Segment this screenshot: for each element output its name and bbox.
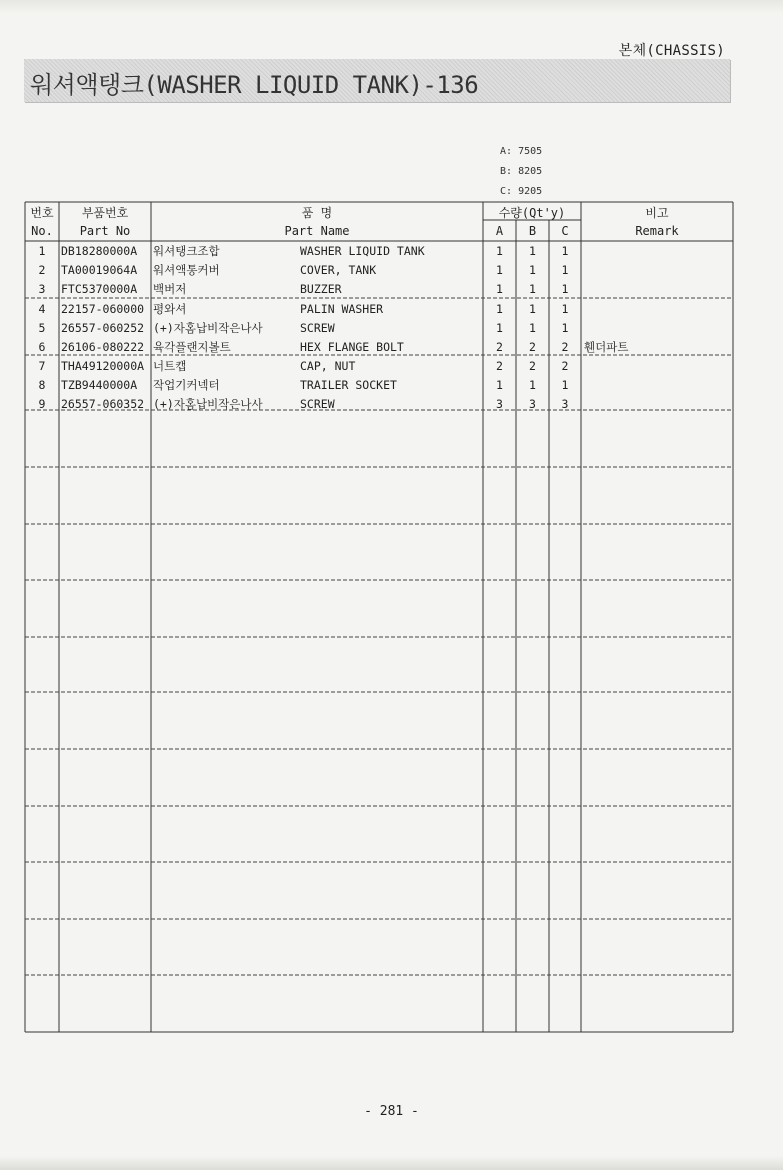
row-4-name-ko: 평와셔 — [153, 302, 187, 316]
row-2-qty-a: 1 — [496, 263, 503, 277]
row-9-name-ko: (+)자홈납비작은나사 — [153, 397, 263, 411]
row-7-name-ko: 너트캡 — [153, 359, 187, 373]
row-5-name-ko: (+)자홈납비작은나사 — [153, 321, 263, 335]
page-title: 워셔액탱크(WASHER LIQUID TANK)-136 — [30, 71, 479, 99]
row-5-name-en: SCREW — [300, 321, 335, 335]
row-4-qty-c: 1 — [561, 302, 569, 316]
row-6-qty-c: 2 — [561, 340, 569, 354]
row-4-no: 4 — [38, 302, 46, 316]
row-3-qty-a: 1 — [496, 282, 503, 296]
row-6-qty-a: 2 — [496, 340, 503, 354]
row-1-qty-a: 1 — [496, 244, 503, 258]
row-4-name-en: PALIN WASHER — [300, 302, 384, 316]
row-7-qty-a: 2 — [496, 359, 503, 373]
row-7-no: 7 — [38, 359, 46, 373]
row-5-part-no: 26557-060252 — [61, 321, 145, 335]
row-7-name-en: CAP, NUT — [300, 359, 356, 373]
row-1-part-no: DB18280000A — [61, 244, 138, 258]
row-5-qty-b: 1 — [529, 321, 536, 335]
row-6-name-ko: 육각플랜지볼트 — [153, 340, 231, 354]
header-no-ko: 번호 — [30, 206, 54, 220]
row-6-part-no: 26106-080222 — [61, 340, 145, 354]
model-b: B: 8205 — [500, 166, 543, 177]
header-qty-c: C — [561, 224, 569, 238]
row-2-part-no: TA00019064A — [61, 263, 138, 277]
page-number: - 281 - — [364, 1104, 419, 1119]
row-3-qty-c: 1 — [561, 282, 569, 296]
row-6-remark: 휀더파트 — [584, 340, 629, 354]
header-name-en: Part Name — [284, 224, 350, 238]
header-remark-en: Remark — [635, 224, 679, 238]
row-9-qty-a: 3 — [496, 397, 503, 411]
header-partno-en: Part No — [79, 224, 131, 238]
row-3-part-no: FTC5370000A — [61, 282, 138, 296]
row-7-part-no: THA49120000A — [61, 359, 145, 373]
row-8-qty-a: 1 — [496, 378, 503, 392]
row-8-qty-c: 1 — [561, 378, 569, 392]
header-qty-a: A — [495, 224, 504, 238]
row-9-name-en: SCREW — [300, 397, 335, 411]
row-9-qty-b: 3 — [529, 397, 536, 411]
header-partno-ko: 부품번호 — [81, 206, 129, 220]
row-1-qty-c: 1 — [561, 244, 569, 258]
header-remark-ko: 비고 — [645, 206, 669, 220]
section-label: 본체(CHASSIS) — [618, 43, 725, 59]
row-6-no: 6 — [38, 340, 46, 354]
row-5-no: 5 — [38, 321, 46, 335]
header-qty-b: B — [528, 224, 537, 238]
row-9-qty-c: 3 — [561, 397, 569, 411]
row-6-qty-b: 2 — [529, 340, 536, 354]
row-1-qty-b: 1 — [529, 244, 536, 258]
row-8-part-no: TZB9440000A — [61, 378, 138, 392]
row-1-name-en: WASHER LIQUID TANK — [300, 244, 425, 258]
row-4-qty-b: 1 — [529, 302, 536, 316]
row-7-qty-c: 2 — [561, 359, 569, 373]
row-8-no: 8 — [38, 378, 46, 392]
row-4-qty-a: 1 — [496, 302, 503, 316]
row-9-part-no: 26557-060352 — [61, 397, 145, 411]
row-2-name-en: COVER, TANK — [300, 263, 377, 277]
row-3-name-ko: 백버저 — [153, 282, 187, 296]
row-3-name-en: BUZZER — [300, 282, 342, 296]
model-a: A: 7505 — [500, 146, 543, 157]
row-9-no: 9 — [38, 397, 46, 411]
row-3-qty-b: 1 — [529, 282, 536, 296]
row-1-name-ko: 워셔탱크조합 — [153, 244, 220, 258]
row-1-no: 1 — [38, 244, 46, 258]
header-qty: 수량(Qt'y) — [498, 206, 566, 220]
row-3-no: 3 — [38, 282, 46, 296]
header-name-ko: 품 명 — [301, 206, 333, 220]
row-8-name-ko: 작업기커넥터 — [153, 378, 220, 392]
row-2-qty-b: 1 — [529, 263, 536, 277]
model-c: C: 9205 — [500, 186, 543, 197]
row-8-qty-b: 1 — [529, 378, 536, 392]
row-2-name-ko: 워셔액통커버 — [153, 263, 220, 277]
row-7-qty-b: 2 — [529, 359, 536, 373]
row-2-qty-c: 1 — [561, 263, 569, 277]
row-4-part-no: 22157-060000 — [61, 302, 145, 316]
row-5-qty-a: 1 — [496, 321, 503, 335]
row-6-name-en: HEX FLANGE BOLT — [300, 340, 404, 354]
header-no-en: No. — [31, 224, 53, 238]
row-8-name-en: TRAILER SOCKET — [300, 378, 397, 392]
row-2-no: 2 — [38, 263, 46, 277]
row-5-qty-c: 1 — [561, 321, 569, 335]
